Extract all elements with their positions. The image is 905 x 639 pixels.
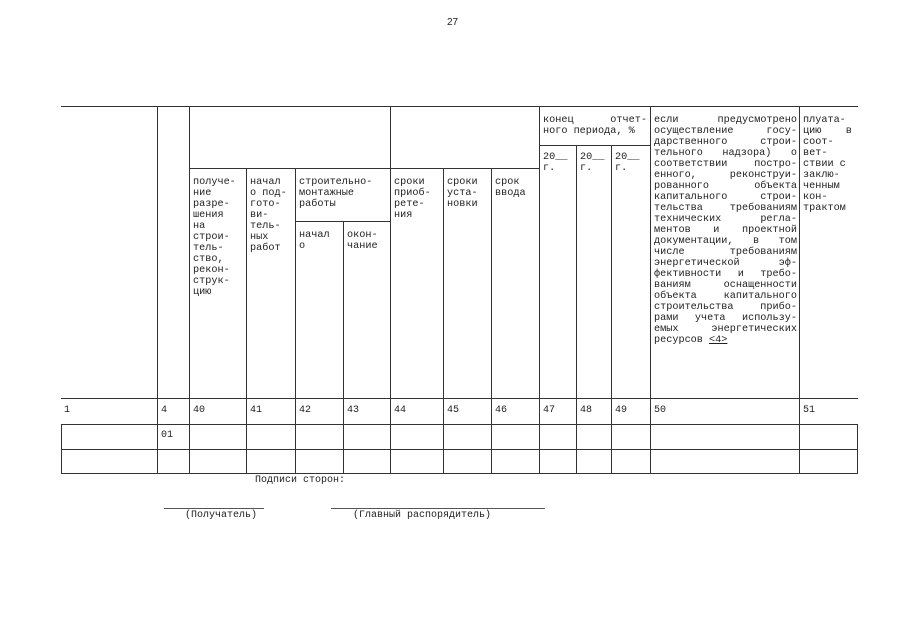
- col-50-line: тельства требованиям: [654, 203, 797, 214]
- column-number: 41: [250, 405, 263, 416]
- col-50-line: соответствии постро-: [654, 159, 797, 170]
- col-divider-47: [539, 106, 540, 473]
- col-50-line: объекта капитального: [654, 291, 797, 302]
- col-divider-50: [650, 106, 651, 473]
- column-number: 40: [193, 405, 206, 416]
- col-50-line: технических регла-: [654, 214, 797, 225]
- col-divider-51: [799, 106, 800, 473]
- col-50-line: энергетической эф-: [654, 258, 797, 269]
- col-50-line: капитального строи-: [654, 192, 797, 203]
- header-progress: конец отчет- ного периода, %: [543, 115, 647, 137]
- column-number: 49: [615, 405, 628, 416]
- rule-row-01-top: [61, 424, 858, 425]
- col-divider-43: [343, 221, 344, 473]
- rule-subheader: [189, 168, 539, 169]
- recipient-signature-line: [164, 508, 264, 509]
- col-50-last-text: ресурсов: [654, 335, 710, 346]
- column-number: 1: [64, 405, 71, 416]
- col-50-line: рованного объекта: [654, 181, 797, 192]
- col-divider-40: [189, 106, 190, 473]
- header-year-48: 20__ г.: [580, 152, 605, 174]
- header-year-47: 20__ г.: [543, 152, 568, 174]
- header-year-49: 20__ г.: [615, 152, 640, 174]
- col-50-line: ментов и проектной: [654, 225, 797, 236]
- col-divider-45: [443, 168, 444, 473]
- header-col-40: получе- ние разре- шения на строи- тель- ство, рекон- струк- цию: [193, 177, 236, 298]
- table-left-border: [61, 424, 62, 473]
- header-col-50: [654, 115, 797, 346]
- col-divider-42: [295, 168, 296, 473]
- column-number: 47: [543, 405, 556, 416]
- column-number: 4: [161, 405, 168, 416]
- column-number: 50: [654, 405, 667, 416]
- header-col-41: начал о под- гото- ви- тель- ных работ: [250, 177, 287, 254]
- signatures-title: Подписи сторон:: [255, 475, 346, 486]
- column-number: 46: [495, 405, 508, 416]
- rule-row-02-top: [61, 449, 858, 450]
- row-code: 01: [161, 430, 174, 441]
- column-number: 51: [803, 405, 816, 416]
- col-50-line: если предусмотрено: [654, 115, 797, 126]
- col-divider-46: [491, 168, 492, 473]
- manager-label: (Главный распорядитель): [353, 510, 492, 521]
- column-number: 42: [299, 405, 312, 416]
- page-number: 27: [446, 17, 459, 28]
- table-right-border: [857, 424, 858, 473]
- col-divider-44: [390, 106, 391, 473]
- col-50-line: рами учета использу-: [654, 313, 797, 324]
- col-divider-4: [157, 106, 158, 473]
- header-col-46: срок ввода: [495, 177, 526, 199]
- column-number: 43: [347, 405, 360, 416]
- col-50-line: емых энергетических: [654, 324, 797, 335]
- col-divider-48: [576, 145, 577, 473]
- rule-progress-header: [539, 145, 650, 146]
- header-col-44: сроки приоб- рете- ния: [394, 177, 431, 221]
- header-col-42: начал о: [299, 230, 330, 252]
- column-number: 44: [394, 405, 407, 416]
- col-50-line: енного, реконструи-: [654, 170, 797, 181]
- col-50-line: фективности и требо-: [654, 269, 797, 280]
- header-col-51: плуата- цию в соот- вет- ствии с заклю- ченным кон- трактом: [803, 115, 852, 214]
- manager-signature-line: [331, 508, 545, 509]
- table-bottom-border: [61, 473, 858, 474]
- col-50-line: числе требованиям: [654, 247, 797, 258]
- col-divider-49: [611, 145, 612, 473]
- col-50-last-line: [654, 335, 797, 346]
- col-divider-41: [246, 168, 247, 473]
- header-construction-group: строительно- монтажные работы: [299, 177, 373, 210]
- table-top-border: [61, 106, 858, 107]
- header-col-45: сроки уста- новки: [447, 177, 478, 210]
- col-50-line: ваниям оснащенности: [654, 280, 797, 291]
- col-50-line: дарственного строи-: [654, 137, 797, 148]
- col-50-line: документации, в том: [654, 236, 797, 247]
- col-50-line: тельного надзора) о: [654, 148, 797, 159]
- header-col-43: окон- чание: [347, 230, 378, 252]
- column-number: 48: [580, 405, 593, 416]
- col-50-line: осуществление госу-: [654, 126, 797, 137]
- rule-header-bottom: [61, 398, 858, 399]
- column-number: 45: [447, 405, 460, 416]
- recipient-label: (Получатель): [185, 510, 258, 521]
- col-50-line: строительства прибо-: [654, 302, 797, 313]
- footnote-link[interactable]: <4>: [709, 335, 728, 346]
